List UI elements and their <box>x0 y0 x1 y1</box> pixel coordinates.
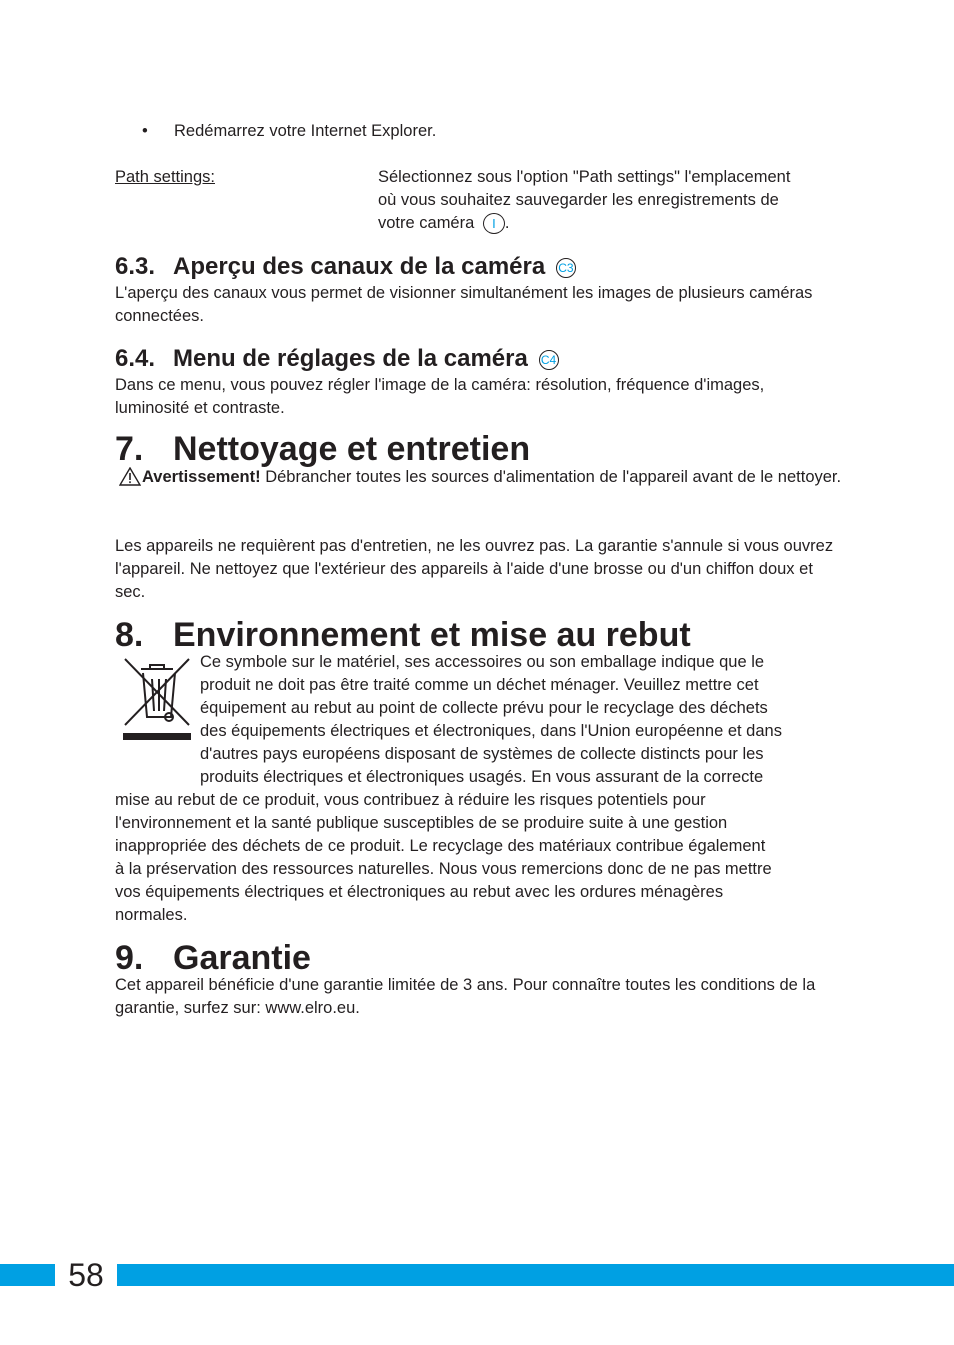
section-title: Garantie <box>173 939 311 977</box>
section-9-body: Cet appareil bénéficie d'une garantie limitée de 3 ans. Pour connaître toutes les conditions de la garantie, surfez sur: www.elro.eu. <box>115 976 816 1017</box>
section-8-text-full <box>115 789 855 927</box>
text-line: des équipements électriques et électroniques, dans l'Union européenne et dans <box>200 722 782 740</box>
section-8-text-beside-icon <box>200 651 850 789</box>
section-title: Menu de réglages de la caméra <box>173 345 528 372</box>
text-line: produits électriques et électroniques usagés. En vous assurant de la correcte <box>200 768 764 786</box>
path-settings-line-text: votre caméra <box>378 214 475 232</box>
section-6-4-body: Dans ce menu, vous pouvez régler l'image de la caméra: résolution, fréquence d'images, luminosité et contraste. <box>115 376 765 417</box>
text-line: inappropriée des déchets de ce produit. Le recyclage des matériaux contribue également <box>115 837 766 855</box>
section-title: Aperçu des canaux de la caméra <box>173 253 546 280</box>
path-settings-line <box>378 212 848 235</box>
path-settings-label: Path settings: <box>115 168 215 186</box>
crossed-out-wheelie-bin-icon <box>121 655 193 743</box>
ref-badge-i: I <box>483 213 505 234</box>
text-line: équipement au rebut au point de collecte prévu pour le recyclage des déchets <box>200 699 768 717</box>
section-6-3-heading <box>115 252 576 282</box>
section-6-3-body: L'aperçu des canaux vous permet de visionner simultanément les images de plusieurs caméras connectées. <box>115 284 813 325</box>
path-settings-line-end: . <box>504 214 510 232</box>
path-settings-description <box>378 166 848 235</box>
warning-triangle-icon <box>119 467 141 486</box>
ref-badge-c3: C3 <box>556 258 576 278</box>
text-line: l'environnement et la santé publique susceptibles de se produire suite à une gestion <box>115 814 728 832</box>
warning-label: Avertissement! <box>142 468 261 486</box>
text-line: Ce symbole sur le matériel, ses accessoires ou son emballage indique que le <box>200 653 765 671</box>
text-line: produit ne doit pas être traité comme un déchet ménager. Veuillez mettre cet <box>200 676 759 694</box>
section-8-heading <box>115 615 691 655</box>
text-line: vos équipements électriques et électroniques au rebut avec les ordures ménagères <box>115 883 724 901</box>
text-line: mise au rebut de ce produit, vous contribuez à réduire les risques potentiels pour <box>115 791 706 809</box>
path-settings-line: Sélectionnez sous l'option "Path settings" l'emplacement <box>378 168 791 186</box>
warning-text: Débrancher toutes les sources d'alimentation de l'appareil avant de le nettoyer. <box>260 468 842 486</box>
section-number: 7. <box>115 430 144 468</box>
section-number: 6.4. <box>115 345 156 372</box>
section-6-4-heading <box>115 344 559 374</box>
section-number: 6.3. <box>115 253 156 280</box>
section-number: 9. <box>115 939 144 977</box>
path-settings-line: où vous souhaitez sauvegarder les enregistrements de <box>378 191 779 209</box>
page-number: 58 <box>55 1257 117 1293</box>
warning-paragraph <box>142 466 842 489</box>
section-number: 8. <box>115 616 144 654</box>
bullet-symbol: • <box>142 122 148 140</box>
text-line: d'autres pays européens disposant de systèmes de collecte distincts pour les <box>200 745 764 763</box>
section-9-heading <box>115 938 311 978</box>
footer-bar <box>0 1264 954 1286</box>
ref-badge-c4: C4 <box>539 350 559 370</box>
section-7-body: Les appareils ne requièrent pas d'entretien, ne les ouvrez pas. La garantie s'annule si vous ouvrez l'appareil. Ne nettoyez que l'extérieur des appareils à l'aide d'une brosse ou d'un chiffon doux et sec. <box>115 537 834 601</box>
section-title: Nettoyage et entretien <box>173 430 531 468</box>
section-7-heading <box>115 429 530 469</box>
text-line: à la préservation des ressources naturelles. Nous vous remercions donc de ne pas mettre <box>115 860 772 878</box>
bullet-text: Redémarrez votre Internet Explorer. <box>174 122 437 140</box>
text-line: normales. <box>115 906 188 924</box>
section-title: Environnement et mise au rebut <box>173 616 691 654</box>
